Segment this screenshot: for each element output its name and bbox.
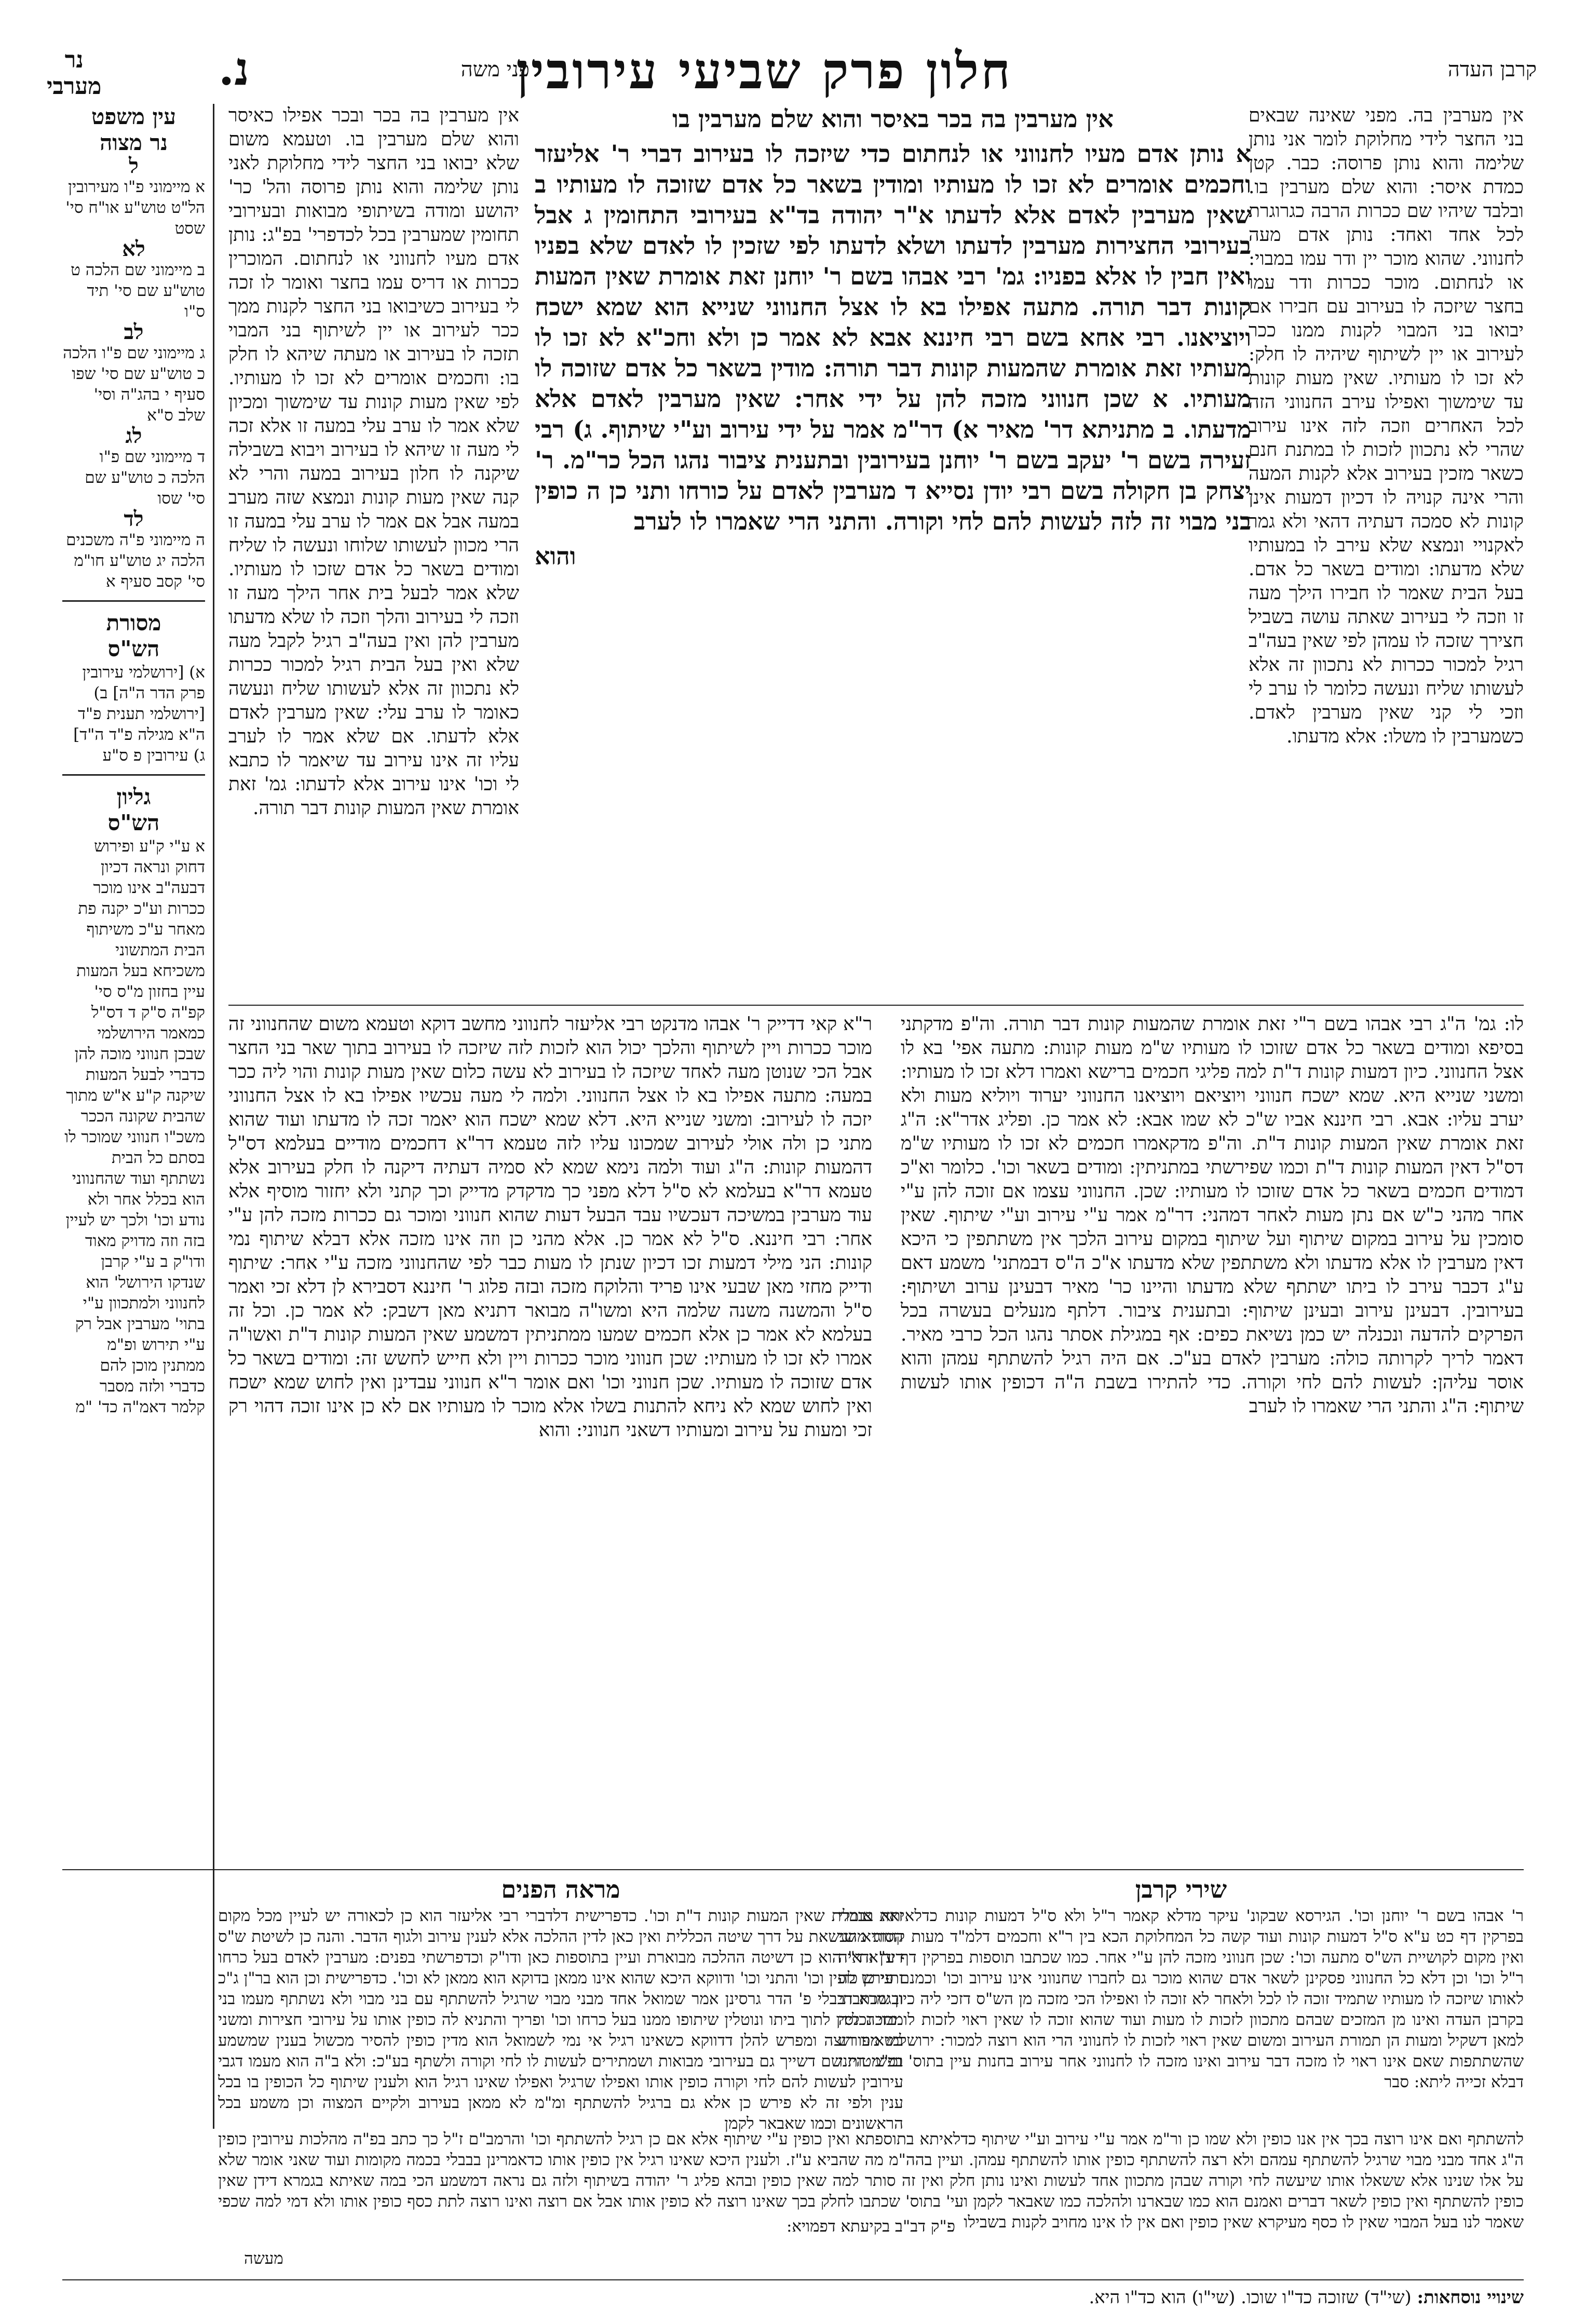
ein-mishpat-num: לד [124, 507, 144, 531]
ein-mishpat-num: לג [125, 424, 142, 448]
pnei-moshe-commentary: אין מערבין בה בכר ובכר אפילו כאיסר והוא שלם מערבין בו. וטעמא משום שלא יבואו בני החצר לידי מחלוקת לאני נותן שלימה והוא נותן פרוסה והל' כר' יהושע ומודה בשיתופי מבואות ובעירובי תחומין שמערבין בכל לכדפרי' בפ"ג: נותן אדם מעיו לחנווני או לנחתום. המוכרין ככרות או דריס עמו בחצר ואומר לו זכה לי בעירוב כשיבואו בני החצר לקנות ממך ככר לעירוב או יין לשיתוף בני המבוי תזכה לו בעירוב או מעתה שיהא לו חלק בו: וחכמים אומרים לא זכו לו מעותיו. לפי שאין מעות קונות עד שימשוך ומכיון שלא אמר לו ערב עלי במעה זו אלא זכה לי מעה זו שיהא לו בעירוב ויבוא בשבילה שיקנה לו חלון בעירוב במעה והרי לא קנה שאין מעות קונות ונמצא שזה מערב במעה אבל אם אמר לו ערב עלי במעה זו הרי מכוון לעשותו שלוחו ונעשה לו שליח ומודים בשאר כל אדם שזכו לו מעותיו. שלא אמר לבעל בית אחר הילך מעה זו וזכה לי בעירוב והלך וזכה לו שלא מדעתו מערבין להן ואין בעה"ב רגיל לקבל מעה שלא ואין בעל הבית רגיל למכור ככרות לא נתכוון זה אלא לעשותו שליח ונעשה כאומר לו ערב עלי: שאין מערבין לאדם אלא לדעתו. אם שלא אמר לו לערב עליו זה אינו עירוב עד שיאמר לו כתבא לי וכו' אינו עירוב אלא לדעתו: גמ' זאת אומרת שאין המעות קונות דבר תורה. [228, 105, 519, 819]
pnei-moshe-header: פני משה [460, 58, 530, 82]
section-divider [228, 1005, 1524, 1006]
ein-mishpat-title: עין משפט נר מצוה [91, 104, 176, 155]
mareh-hapanim-title: מראה הפנים [501, 1875, 620, 1903]
footer-divider [62, 1869, 1524, 1870]
masoret-hashas-title: מסורת הש"ס [106, 610, 161, 661]
ein-mishpat-entry: ג מיימוני שם פ"ו הלכה כ טוש"ע שם סי' שפו סעיף י בהג"ה וסי' שלב ס"א [63, 344, 205, 425]
variants-text: (שי"ד) שזוכה כד"ו שוכו. (שי"ו) הוא כד"ו היא. [1089, 2287, 1412, 2308]
ein-mishpat-num: לא [122, 237, 145, 261]
korban-haeda-commentary: אין מערבין בה. מפני שאינה שבאים בני החצר לידי מחלוקת לומר אני נותן שלימה והוא נותן פרוסה: כבר. קטן כמדת איסר: והוא שלם מערבין בו. ובלבד שיהיו שם ככרות הרבה כגרוגרת לכל אחד ואחד: נותן אדם מעה לחנווני. שהוא מוכר יין ודר עמו במבוי: או לנחתום. מוכר ככרות ודר עמו בחצר שיזכה לו בעירוב עם חבירו אם יבואו בני המבוי לקנות ממנו ככר לעירוב או יין לשיתוף שיהיה לו חלק: לא זכו לו מעותיו. שאין מעות קונות עד שימשוך ואפילו עירב החנווני הזה לכל האחרים וזכה לזה אינו עירוב שהרי לא נתכוון לזכות לו במתנת חנם כשאר מזכין בעירוב אלא לקנות המעה והרי אינה קנויה לו דכיון דמעות אינן קונות לא סמכה דעתיה דהאי ולא גמר לאקנויי ונמצא שלא עירב לו במעותיו שלא מדעתו: ומודים בשאר כל אדם. בעל הבית שאמר לו חבירו הילך מעה זו וזכה לי בעירוב שאתה עושה בשביל חצירך שזכה לו עמהן לפי שאין בעה"ב רגיל למכור ככרות לא נתכוון זה אלא לעשותו שליח ונעשה כלומר לו ערב לי וזכי לי קני שאין מערבין לאדם. כשמערבין לו משלו: אלא מדעתו. [1249, 105, 1524, 747]
shirei-korban-text: ר' אבהו בשם ר' יוחנן וכו'. הגירסא שבקונ' עיקר מדלא קאמר ר"ל ולא ס"ל דמעות קונות כדלאיתא בבבלי בפרקין דף כט ע"א ס"ל דמעות קונות ועוד קשה כל המחלוקת הכא בין ר"א וחכמים דלמ"ד מעות קונות מהני ואין מקום לקושיית הש"ס מתעה וכו': שכן חנווני מזכה להן ע"י אחר. כמו שכתבו תוספות בפרקין דף ע"א ד"ה ר"ל וכו' וכן דלא כל החנווני פסקינן לשאר אדם שהוא מוכר גם לחברו שחנווני אינו עירוב וכו' וכמנם פירש לה לאותו שיזכה לו מעותיו שתמיד זוכה לו לכל ולאחר לא זוכה לו ואפילו הכי מזכה מן הש"ס דזכי ליה כיון שכתבתי בקרבן העדה ואינו מן המזכים שבהם מתכוון לזכות לו מעות ועוד שהוא זוכה לו שאין ראוי לזכות לו מזכה ליה למאן דשקיל ומעות הן תמורת העירוב ומשום שאין ראוי לזכות לו לחנווני הרי הוא רוצה למכור: ירושלמי מפורש שהשתתפות שאם אינו ראוי לו מזכה דבר עירוב ואינו מזכה לו לחנווני אחר עירוב בחנות עיין בתוס' ומ"מ היינו דבלא זכייה ליתא: סבר [838, 1907, 1524, 2091]
tractate-title: חלון פרק שביעי עירובין [516, 42, 1012, 100]
ein-mishpat-entry: ד מיימוני שם פ"ו הלכה כ טוש"ע שם סי' שסו [85, 448, 205, 508]
bottom-commentary: להשתתף ואם אינו רוצה בכך אין אנו כופין ולא שמו כן ור"מ אמר ע"י עירוב וע"י שיתוף כדלאיתא בתוספתא ואין כופין ע"י שיתוף אלא אם כן רגיל להשתתף וכו' והרמב"ם ז"ל כך כתב בפ"ה מהלכות עירובין כופין ה"ג אחד מבני מבוי שרגיל להשתתף עמהם ולא רצה להשתתף כופין אותו להשתתף עמהן. ועיין בהה"מ מה שהביא ע"ז. ולענין היכא שאינו רגיל אין כופין אותו כדאמרינן בבבלי בכמה מקומות ועוד שאני אומר שלא על אלו שנינו אלא ששאלו אותו שיעשה לחי וקורה שבהן מתכוון אחד לעשות ואינו נותן חלק ואין זה סותר למה שאין כופין ובהא פליג ר' יהודה בשיתוף ולזה גם נראה דמשמע הכי במה שאיתא בגמרא דידן שאין כופין להשתתף ואין כופין לשאר דברים ואמנם הוא כמו שבארנו ולהלכה כמו שאבאר לקמן ועי' בתוס' שכתבו לחלק בכך שאינו רוצה לא כופין אותו אבל אם רוצה ואינו רוצה לתת כסף כופין אותו ולא דמי למה שכפי שאמר לנו בעל המבוי שאין לו כסף מעיקרא שאין כופין ואם אין לו אינו מחויב לקנות בשבילו [218, 2130, 1524, 2232]
masoret-hashas-text: א) [ירושלמי עירובין פרק הדר ה"ה] ב) [ירושלמי תענית פ"ד ה"א מגילה פ"ד ה"ד] ג) עירובין פ ס"ע [73, 663, 205, 765]
variants-label: שינויי נוסחאות: [1417, 2287, 1524, 2308]
main-text-block [535, 104, 1251, 997]
variant-readings [62, 2287, 1524, 2308]
ein-mishpat-entry: א מיימוני פ"ו מעירובין הל"ט טוש"ע או"ח סי' שסט [65, 178, 205, 238]
ein-mishpat-entry: ה מיימוני פ"ה משכנים הלכה יג טוש"ע חו"מ סי' קסב סעיף א [66, 531, 205, 591]
margin-column [62, 104, 205, 1807]
shirei-korban-title: שירי קרבן [1135, 1875, 1227, 1903]
ein-mishpat-entry: ב מיימוני שם הלכה ט טוש"ע שם סי' תיד ס"ו [71, 261, 205, 321]
mishnah-heading: אין מערבין בה בכר באיסר והוא שלם מערבין בו [672, 105, 1114, 133]
margin-divider [213, 104, 214, 2129]
gilyon-hashas-title: גליון הש"ס [107, 784, 160, 835]
mishnah-gemara-text: א נותן אדם מעיו לחנווני או לנחתום כדי שיזכה לו בעירוב דברי ר' אליעזר וחכמים אומרים לא זכו לו מעותיו ומודין בשאר כל אדם שזוכה לו מעותיו ב שאין מערבין לאדם אלא לדעתו א"ר יהודה בד"א בעירובי התחומין ג אבל בעירובי החצירות מערבין לדעתו ושלא לדעתו לפי שזכין לו לאדם שלא בפניו ואין חבין לו אלא בפניו: גמ' רבי אבהו בשם ר' יוחנן זאת אומרת שאין המעות קונות דבר תורה. מתעה אפילו בא לו אצל החנווני שנייא הוא שמא ישכח ויוציאנו. רבי אחא בשם רבי חיננא אבא לא אמר כן ולא וחכ"א לא זכו לו מעותיו זאת אומרת שהמעות קונות דבר תורה: מודין בשאר כל אדם שזוכה לו מעותיו. א שכן חנווני מזכה להן על ידי אחר: שאין מערבין לאדם אלא מדעתו. ב מתניתא דר' מאיר א) דר"מ אמר על ידי עירוב וע"י שיתוף. ג) רבי זעירה בשם ר' יעקב בשם ר' יוחנן בעירובין ובתענית ציבור נהגו הכל כר"מ. ר' יצחק בן חקולה בשם רבי יודן נסייא ד מערבין לאדם על כורחו ותני כן ה כופין בני מבוי זה לזה לעשות להם לחי וקורה. והתני הרי שאמרו לו לערב [535, 140, 1251, 535]
bottom-reference: פ"ק דב"ב בקיעתא דפמויא: [786, 2217, 956, 2236]
margin-separator [62, 600, 205, 602]
page-header [47, 42, 1537, 100]
korban-haeda-header: קרבן העדה [1447, 58, 1537, 82]
ner-maaravi-label: נר מערבי [47, 47, 102, 100]
pnei-moshe-continued: ר"א קאי דדייק ר' אבהו מדנקט רבי אליעזר לחנווני מחשב דוקא וטעמא משום שהחנווני זה מוכר ככרות ויין לשיתוף והלכך יכול הוא לזכות לזה שיזכה לו בעירוב בתוך שאר בני החצר אבל הכי שנוטן מעה לאחד שיזכה לו בעירוב לא עשה כלום שאין מעות קונות והוי ליה ככר במעה: מתעה אפילו בא לו אצל החנווני. ולמה לי מעה עכשיו אפילו בא לו אצל החנווני יזכה לו לעירוב: ומשני שנייא היא. דלא שמא ישכח הוא יאמר זכה לו מדעתו ועוד שהוא מתני כן ולה אולי לעירוב שמכונו עליו לזה טעמא דר"א דחכמים מודיים בעלמא דס"ל דהמעות קונות: ה"ג ועוד ולמה נימא שמא לא סמיה דעתיה דיקנה לו חלק בעירוב אלא טעמא דר"א בעלמא לא ס"ל דלא מפני כך מדקדק מדייק וכך קתני ולא יחזור מוסיף אלא עוד מערבין במשיכה דעכשיו עבד הבעל דעות שהוא חנווני ומוכר גם ככרות מזכה להן ע"י אחר: רבי חיננא. ס"ל לא אמר כן. אלא מהני כן וזה אינו מזכה אלא דבלא שיתוף נמי קונות: הני מילי דמעות זכו דכיון שנתן לו מעות כבר לפי שהחנווני מזכה ע"י אחר: שיתוף ודייק מחזי מאן שבעי אינו פריד והלוקח מזכה ובזה פלוג ר' חיננא דסבירא לן דלא זכי ואמר ס"ל והמשנה משנה שלמה היא ומשו"ה מבואר דתניא מאן דשבק: לא אמר כן. וכל זה בעלמא לא אמר כן אלא חכמים שמעו ממתניתין דמשמע שאין המעות קונות ד"ת ואשו"ה אמרו לא זכו לו מעותיו: שכן חנווני מוכר ככרות ויין ולא חייש לחשש זה: ומודים בשאר כל אדם שזוכה לו מעותיו. שכן חנווני וכו' ואם אומר ר"א חנווני עבדינן ואין לחוש שמא ישכח ואין לחוש שמא לא ניחא להתנות בשלו אלא מוכר לו מעותיו אם לא כן אינו זוכה דהוי רק זכי ומעות על עירוב ומעותיו דשאני חנווני: והוא [228, 1014, 872, 1441]
mareh-hapanim-text: זאת אומרת שאין המעות קונות ד"ת וכו'. כדפרישית דלדברי רבי אליעזר הוא כן לכאורה יש לעיין מכל מקום הסוגיא שנשאת על דרך שיטה הכללית ואין כאן לדין ההלכה אלא לענין עירוב ולגוף הדבר. והנה כן לשיטת ש"ס דידן ודאי הוא כן דשיטה ההלכה מבוארת ועיין בתוספות כאן ודו"ק וכדפרשתי בפנים: מערבין לאדם בעל כרחו ותני כן כופין וכו' והתני וכו' ודווקא היכא שהוא אינו ממאן בדוקא הוא ממאן לא וכו'. כדפרישית וכן הוא בר"ן ג"כ ובגמרא דבבלי פ' הדר גרסינן אמר שמואל אחד מבני מבוי שרגיל להשתתף עם בני מבוי ולא נשתתף מעמו בני מבוי נכנסין לתוך ביתו ונוטלין שיתופו ממנו בעל כרחו וכו' ופריך והתניא לה כופין אותו על עירובי חצירות ומשני בשאינו רוצה ומפרש להלן דדווקא כשאינו רגיל אי נמי לשמואל הוא מדין כופין להסיר מכשול בענין שמשמע בפשיטות שם דשייך גם בעירובי מבואות ושמתירים לעשות לו לחי וקורה ולשתף בע"כ: ולא ב"ה הוא מעמו דגבי עירובין לעשות להם לחי וקורה כופין אותו ואפילו שרגיל ואפילו שאינו רגיל הוא ולענין שיתוף כל הכופין בו בכל ענין ולפי זה לא פירש כן אלא גם ברגיל להשתתף ומ"מ לא ממאן בעירוב ולקיים המצוה וכן משמע בכל הראשונים וכמו שאבאר לקמן [218, 1907, 903, 2133]
korban-haeda-continued: לו: גמ' ה"ג רבי אבהו בשם ר"י זאת אומרת שהמעות קונות דבר תורה. וה"פ מדקתני בסיפא ומודים בשאר כל אדם שזוכו לו מעותיו ש"מ מעות קונות: מתעה אפי' בא לו אצל החנווני. כיון דמעות קונות ד"ת למה פליגי חכמים ברישא ואמרו דלא זכו לו מעותיו: ומשני שנייא היא. שמא ישכח חנווני ויוציאם ויוציאנו החנווני יערוד ויוליא מעות ולא יערב עליו: אבא. רבי חיננא אביו ש"כ לא שמו אבא: לא אמר כן. ופליג אדר"א: ה"ג זאת אומרת שאין המעות קונות ד"ת. וה"פ מדקאמרו חכמים לא זכו לו מעותיו ש"מ דס"ל דאין המעות קונות ד"ת וכמו שפירשתי במתניתין: ומודים בשאר וכו'. כלומר וא"כ דמודים חכמים בשאר כל אדם שזוכו לו מעותיו: שכן. החנווני עצמו אם זוכה להן ע"י אחר מהני כ"ש אם נתן מעות לאחר דמהני: דר"מ אמר ע"י עירוב וע"י שיתוף. שאין סומכין על עירוב במקום שיתוף ועל שיתוף במקום עירוב הלכך אין משתתפין כי היכא דאין מערבין לו אלא מדעתו ולא משתתפין שלא מדעתו א"כ ה"ס דבמתני' משמע דאם ע"ג דכבר עירב לו ביתו ישתתף שלא מדעתו והיינו כר' מאיר דבעינן ערוב ושיתוף: בעירובין. דבעינן עירוב ובעינן שיתוף: ובתענית ציבור. דלתף מנעלים בעשרה בכל הפרקים להדעה ונכנלה יש כמן נשיאת כפים: אף במגילת אסתר נהגו הכל כרבי מאיר. דאמר לריך לקרותה כולה: מערבין לאדם בע"כ. אם היה רגיל להשתתף עמהן והוא אוסר עליהן: לעשות להם לחי וקורה. כדי להתירו בשבת ה"ה דכופין אותו לעשות שיתוף: ה"ג והתני הרי שאמרו לו לערב [901, 1014, 1524, 1417]
catchword: והוא [535, 542, 576, 570]
ein-mishpat-num: לב [124, 320, 144, 344]
catchword-footer: מעשה [244, 2249, 283, 2268]
margin-separator [62, 774, 205, 776]
variants-divider [62, 2279, 1524, 2280]
gilyon-hashas-text: א ע"י ק"ע ופירוש דחוק ונראה דכיון דבעה"ב אינו מוכר ככרות וע"כ יקנה פת מאחר ע"כ משיתוף הבית המתשוני משכיחא בעל המעות עיין בחזון מ"ס סי' קפ"ה ס"ק ד דס"ל כמאמר הירושלמי שבכן חנווני מוכה להן כדברי לבעל המעות שיקנה ק"ע א"ש מתוך שהבית שקונה הככר משכ"ו חנווני שמוכר לו בסתם כל הבית נשתתף ועוד שהחנווני הוא בכלל אחר ולא נודע וכו' ולכך יש לעיין בזה וזה מדויק מאוד ודו"ק ב ע"י קרבן שנדקו הירושל' הוא לחנווני ולמתכוון ע"י בתוי' מערבין אבל רק ע"י תירוש ופ"מ ממתנין מוכן להם כדברי ולזה מסבר קלמר דאמ"ה כד' "מ [64, 837, 205, 1416]
ein-mishpat-num: ל [129, 154, 139, 178]
page-number: נ. [218, 42, 249, 96]
